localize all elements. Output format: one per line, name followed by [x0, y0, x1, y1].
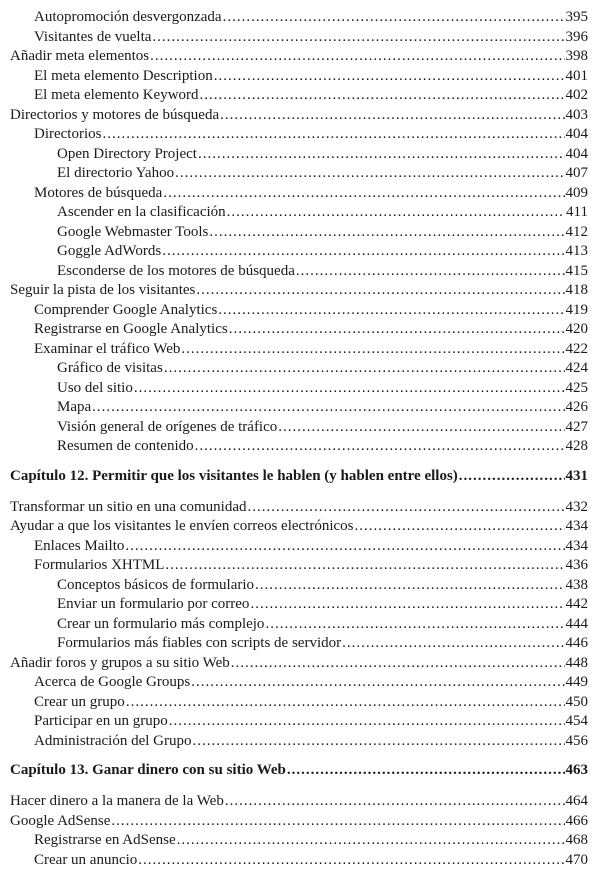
- dot-leader: [223, 8, 565, 28]
- dot-leader: [169, 712, 565, 732]
- entry-title: Mapa: [57, 399, 92, 415]
- entry-title: Directorios y motores de búsqueda: [10, 106, 220, 123]
- toc-chapter-heading: [0, 761, 588, 781]
- toc-entry: [0, 28, 588, 48]
- page-number: 468: [565, 832, 588, 848]
- toc-entry: [0, 654, 588, 674]
- dot-leader: [134, 379, 565, 399]
- entry-title: Visitantes de vuelta: [34, 28, 152, 45]
- page-number: 463: [565, 762, 588, 778]
- toc-entry: [0, 851, 588, 871]
- page-number: 427: [565, 418, 588, 435]
- entry-title: Comprender Google Analytics: [34, 301, 218, 318]
- entry-title: Open Directory Project: [57, 145, 197, 162]
- entry-title: Crear un formulario más complejo: [57, 615, 265, 632]
- toc-entry: [0, 340, 588, 360]
- entry-title: Ascender en la clasificación: [57, 204, 226, 220]
- page-number: 466: [565, 812, 588, 829]
- page-number: 402: [565, 87, 588, 103]
- dot-leader: [250, 595, 564, 615]
- toc-entry: [0, 831, 588, 851]
- entry-title: Directorios: [34, 126, 102, 142]
- toc-entry: [0, 437, 588, 457]
- page-number: 419: [565, 301, 588, 318]
- entry-title: Formularios más fiables con scripts de servidor: [57, 635, 342, 651]
- dot-leader: [192, 732, 564, 752]
- entry-title: Esconderse de los motores de búsqueda: [57, 262, 295, 279]
- dot-leader: [218, 301, 564, 321]
- page-number: 424: [565, 360, 588, 376]
- toc-entry: [0, 498, 588, 518]
- entry-title: Resumen de contenido: [57, 438, 194, 454]
- page-number: 401: [565, 67, 588, 84]
- dot-leader: [125, 537, 564, 557]
- dot-leader: [265, 615, 564, 635]
- toc-entry: [0, 792, 588, 812]
- toc-entry: [0, 712, 588, 732]
- entry-title: Autopromoción desvergonzada: [34, 9, 222, 25]
- entry-title: Examinar el tráfico Web: [34, 340, 181, 357]
- page-number: 470: [565, 851, 588, 868]
- dot-leader: [175, 164, 564, 184]
- entry-title: Uso del sitio: [57, 379, 133, 396]
- page-number: 426: [565, 399, 588, 415]
- dot-leader: [163, 184, 564, 204]
- toc-entry: [0, 281, 588, 301]
- toc-entry: [0, 673, 588, 693]
- dot-leader: [200, 86, 565, 106]
- toc-entry: [0, 398, 588, 418]
- dot-leader: [220, 106, 564, 126]
- entry-title: Acerca de Google Groups: [34, 674, 191, 690]
- toc-entry: [0, 556, 588, 576]
- page-number: 449: [565, 674, 588, 690]
- page-number: 436: [565, 557, 588, 573]
- entry-title: Visión general de orígenes de tráfico: [57, 418, 278, 435]
- entry-title: Capítulo 12. Permitir que los visitantes le hablen (y hablen entre ellos): [10, 467, 458, 484]
- dot-leader: [225, 792, 565, 812]
- page-number: 454: [565, 713, 588, 729]
- entry-title: Google Webmaster Tools: [57, 223, 209, 240]
- page-number: 413: [565, 243, 588, 259]
- dot-leader: [459, 467, 565, 487]
- page-number: 434: [565, 537, 588, 554]
- dot-leader: [92, 398, 564, 418]
- toc-entry: [0, 223, 588, 243]
- dot-leader: [342, 634, 564, 654]
- entry-title: Añadir meta elementos: [10, 48, 150, 64]
- dot-leader: [164, 359, 565, 379]
- entry-title: Ayudar a que los visitantes le envíen correos electrónicos: [10, 518, 354, 534]
- toc-entry: [0, 8, 588, 28]
- toc-entry: [0, 812, 588, 832]
- page-number: 444: [565, 615, 588, 632]
- page-number: 395: [565, 9, 588, 25]
- page-number: 446: [565, 635, 588, 651]
- toc-entry: [0, 203, 588, 223]
- page-number: 418: [565, 282, 588, 298]
- page-number: 398: [565, 48, 588, 64]
- page-number: 431: [565, 467, 588, 484]
- toc-entry: [0, 262, 588, 282]
- toc-entry: [0, 67, 588, 87]
- entry-title: El meta elemento Keyword: [34, 87, 199, 103]
- dot-leader: [255, 576, 564, 596]
- entry-title: Google AdSense: [10, 812, 111, 829]
- page-number: 415: [565, 262, 588, 279]
- entry-title: Conceptos básicos de formulario: [57, 576, 255, 593]
- page-number: 403: [565, 106, 588, 123]
- page-number: 425: [565, 379, 588, 396]
- page-number: 456: [565, 732, 588, 749]
- entry-title: Goggle AdWords: [57, 243, 162, 259]
- page-number: 448: [565, 654, 588, 671]
- dot-leader: [198, 145, 565, 165]
- toc-entry: [0, 537, 588, 557]
- entry-title: Registrarse en AdSense: [34, 832, 176, 848]
- page-number: 428: [565, 438, 588, 454]
- dot-leader: [102, 125, 564, 145]
- entry-title: Hacer dinero a la manera de la Web: [10, 793, 224, 809]
- dot-leader: [111, 812, 564, 832]
- toc-entry: [0, 145, 588, 165]
- page-number: 407: [565, 165, 588, 181]
- entry-title: El directorio Yahoo: [57, 165, 175, 181]
- toc-entry: [0, 125, 588, 145]
- dot-leader: [196, 281, 564, 301]
- toc-entry: [0, 595, 588, 615]
- page-number: 450: [565, 693, 588, 710]
- page-number: 442: [565, 596, 588, 612]
- toc-entry: [0, 576, 588, 596]
- toc-entry: [0, 184, 588, 204]
- toc-entry: [0, 634, 588, 654]
- dot-leader: [162, 242, 564, 262]
- dot-leader: [150, 47, 564, 67]
- toc-entry: [0, 301, 588, 321]
- page-number: 404: [565, 126, 588, 142]
- dot-leader: [287, 761, 565, 781]
- entry-title: Crear un grupo: [34, 693, 125, 710]
- page-number: 464: [565, 793, 588, 809]
- entry-title: Participar en un grupo: [34, 713, 168, 729]
- entry-title: Enviar un formulario por correo: [57, 596, 250, 612]
- dot-leader: [209, 223, 564, 243]
- dot-leader: [181, 340, 564, 360]
- dot-leader: [278, 418, 564, 438]
- entry-title: Administración del Grupo: [34, 732, 192, 749]
- entry-title: Registrarse en Google Analytics: [34, 321, 228, 337]
- toc-entry: [0, 615, 588, 635]
- dot-leader: [126, 693, 565, 713]
- dot-leader: [214, 67, 565, 87]
- toc-entry: [0, 693, 588, 713]
- page-number: 434: [565, 518, 588, 534]
- entry-title: Motores de búsqueda: [34, 184, 163, 201]
- dot-leader: [191, 673, 564, 693]
- dot-leader: [296, 262, 565, 282]
- dot-leader: [248, 498, 565, 518]
- page-number: 420: [565, 321, 588, 337]
- page-number: 396: [565, 28, 588, 45]
- dot-leader: [138, 851, 564, 871]
- page-number: 409: [565, 184, 588, 201]
- toc-entry: [0, 320, 588, 340]
- toc-entry: [0, 517, 588, 537]
- page-number: 404: [565, 145, 588, 162]
- dot-leader: [231, 654, 565, 674]
- dot-leader: [177, 831, 565, 851]
- dot-leader: [195, 437, 565, 457]
- dot-leader: [227, 203, 565, 223]
- toc-entry: [0, 359, 588, 379]
- dot-leader: [229, 320, 565, 340]
- entry-title: Enlaces Mailto: [34, 537, 125, 554]
- entry-title: Crear un anuncio: [34, 851, 138, 868]
- toc-entry: [0, 164, 588, 184]
- entry-title: Formularios XHTML: [34, 557, 165, 573]
- toc-entry: [0, 242, 588, 262]
- toc-entry: [0, 732, 588, 752]
- entry-title: El meta elemento Description: [34, 67, 213, 84]
- entry-title: Transformar un sitio en una comunidad: [10, 498, 247, 515]
- page-number: 411: [566, 204, 588, 220]
- toc-entry: [0, 379, 588, 399]
- toc-entry: [0, 86, 588, 106]
- entry-title: Añadir foros y grupos a su sitio Web: [10, 654, 230, 671]
- dot-leader: [152, 28, 564, 48]
- dot-leader: [355, 517, 565, 537]
- toc-entry: [0, 418, 588, 438]
- entry-title: Seguir la pista de los visitantes: [10, 282, 196, 298]
- page-number: 438: [565, 576, 588, 593]
- page-number: 412: [565, 223, 588, 240]
- toc-entry: [0, 47, 588, 67]
- entry-title: Capítulo 13. Ganar dinero con su sitio Web: [10, 762, 286, 778]
- page-number: 432: [565, 498, 588, 515]
- dot-leader: [165, 556, 564, 576]
- toc-entry: [0, 106, 588, 126]
- entry-title: Gráfico de visitas: [57, 360, 163, 376]
- toc-chapter-heading: [0, 467, 588, 487]
- page-number: 422: [565, 340, 588, 357]
